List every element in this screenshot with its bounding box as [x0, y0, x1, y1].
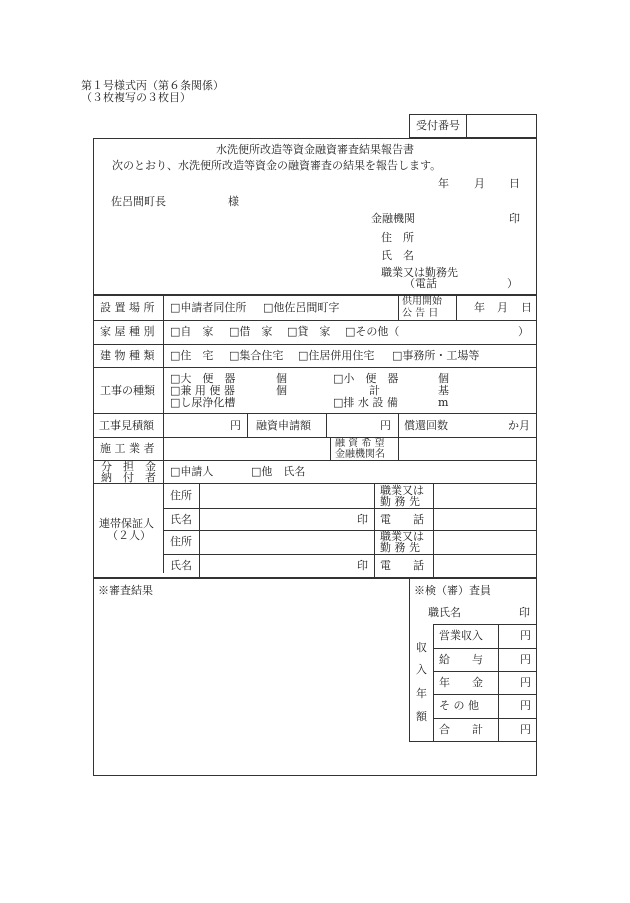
building-house-checkbox[interactable]: □住 宅	[170, 349, 214, 362]
start-label-2: 公 告 日	[402, 308, 439, 319]
bank-wish-1: 融 資 希 望	[335, 438, 385, 449]
house-lending-checkbox[interactable]: □貸 家	[287, 325, 331, 338]
name-label: 氏 名	[381, 249, 414, 262]
estimate-label: 工事見積額	[99, 419, 154, 432]
guarantor2-phone-label: 電 話	[380, 559, 424, 572]
guarantor1-phone-label: 電 話	[380, 513, 424, 526]
loan-label: 融資申請額	[256, 419, 311, 432]
house-other-checkbox[interactable]: □その他（	[345, 325, 400, 338]
start-label-1: 供用開始	[402, 296, 442, 307]
work-combo-unit: 個	[276, 384, 287, 397]
income-total-unit: 円	[520, 723, 531, 736]
copy-note: （３枚複写の３枚目）	[81, 91, 191, 104]
loan-yen: 円	[380, 419, 391, 432]
house-own-checkbox[interactable]: □自 家	[170, 325, 214, 338]
house-type-label: 家 屋 種 別	[100, 325, 155, 338]
estimate-yen: 円	[230, 419, 241, 432]
honorific: 様	[228, 195, 239, 208]
payer-other-checkbox[interactable]: □他 氏名	[251, 465, 306, 478]
building-mixed-checkbox[interactable]: □住居併用住宅	[298, 349, 375, 362]
work-total-unit: 基	[438, 384, 449, 397]
guarantor1-job-label-2: 勤 務 先	[380, 495, 420, 508]
report-title: 水洗便所改造等資金融資審査結果報告書	[216, 143, 414, 156]
bank-wish-2: 金融機関名	[335, 449, 385, 460]
work-type-label: 工事の種類	[100, 384, 155, 397]
guarantor2-seal: 印	[357, 559, 368, 572]
date-day: 日	[509, 177, 520, 190]
receipt-label: 受付番号	[416, 119, 460, 132]
income-business-unit: 円	[520, 629, 531, 642]
income-salary-unit: 円	[520, 653, 531, 666]
work-total-label: 計	[369, 384, 380, 397]
income-business-label: 営業収入	[439, 629, 483, 642]
guarantor1-job-label-1: 職業又は	[380, 484, 424, 497]
work-toilet-checkbox[interactable]: □大 便 器	[170, 372, 236, 385]
income-label-2: 入	[416, 663, 427, 676]
staff-seal: 印	[519, 606, 530, 619]
report-intro: 次のとおり、水洗便所改造等資金の融資審査の結果を報告します。	[112, 159, 442, 172]
guarantor2-job-label-1: 職業又は	[380, 530, 424, 543]
work-combo-toilet-checkbox[interactable]: □兼 用 便 器	[170, 384, 235, 397]
work-urinal-unit: 個	[438, 372, 449, 385]
income-other-label: そ の 他	[439, 699, 479, 712]
building-office-checkbox[interactable]: □事務所・工場等	[392, 349, 480, 362]
income-pension-unit: 円	[520, 676, 531, 689]
payer-label-2: 納 付 者	[101, 471, 156, 484]
income-label-1: 収	[416, 641, 427, 654]
review-result-label: ※審査結果	[98, 584, 153, 597]
location-other-town-checkbox[interactable]: □他佐呂間町字	[263, 301, 340, 314]
income-label-4: 額	[416, 710, 427, 723]
guarantor2-address-label: 住所	[170, 535, 192, 548]
phone-close: ）	[507, 277, 518, 290]
house-other-close: ）	[518, 325, 529, 338]
repay-months: か月	[508, 419, 530, 432]
work-drainage-checkbox[interactable]: □排 水 設 備	[333, 396, 398, 409]
contractor-label: 施 工 業 者	[100, 442, 155, 455]
bank-seal: 印	[509, 212, 520, 225]
building-apartment-checkbox[interactable]: □集合住宅	[229, 349, 284, 362]
address-label: 住 所	[381, 231, 414, 244]
date-year: 年	[438, 177, 449, 190]
inspector-label: ※検（審）査員	[414, 584, 491, 597]
staff-label: 職氏名	[428, 606, 461, 619]
work-drainage-unit: m	[438, 396, 449, 409]
guarantor2-job-label-2: 勤 務 先	[380, 541, 420, 554]
income-other-unit: 円	[520, 699, 531, 712]
guarantor2-name-label: 氏名	[170, 559, 192, 572]
guarantor1-address-label: 住所	[170, 489, 192, 502]
income-salary-label: 給 与	[439, 653, 483, 666]
addressee: 佐呂間町長	[111, 195, 166, 208]
guarantor-label-2: （２人）	[107, 529, 151, 542]
bank-label: 金融機関	[371, 212, 415, 225]
payer-label-1: 分 担 金	[101, 460, 156, 473]
start-month: 月	[497, 301, 508, 314]
building-type-label: 建 物 種 類	[100, 349, 155, 362]
income-pension-label: 年 金	[439, 676, 483, 689]
job-label: 職業又は勤務先	[381, 266, 458, 279]
repay-label: 償還回数	[404, 419, 448, 432]
start-year: 年	[474, 301, 485, 314]
work-urinal-checkbox[interactable]: □小 便 器	[333, 372, 399, 385]
form-number: 第１号様式丙（第６条関係）	[81, 79, 224, 92]
date-month: 月	[474, 177, 485, 190]
work-toilet-unit: 個	[276, 372, 287, 385]
work-septic-checkbox[interactable]: □し尿浄化槽	[170, 396, 236, 409]
location-same-address-checkbox[interactable]: □申請者同住所	[170, 301, 247, 314]
income-total-label: 合 計	[439, 723, 483, 736]
payer-applicant-checkbox[interactable]: □申請人	[170, 465, 214, 478]
location-label: 設 置 場 所	[100, 301, 155, 314]
guarantor1-seal: 印	[357, 513, 368, 526]
guarantor1-name-label: 氏名	[170, 513, 192, 526]
house-rented-checkbox[interactable]: □借 家	[229, 325, 273, 338]
income-label-3: 年	[416, 687, 427, 700]
guarantor-label-1: 連帯保証人	[99, 517, 154, 530]
phone-label: （電話	[404, 277, 437, 290]
start-day: 日	[521, 301, 532, 314]
